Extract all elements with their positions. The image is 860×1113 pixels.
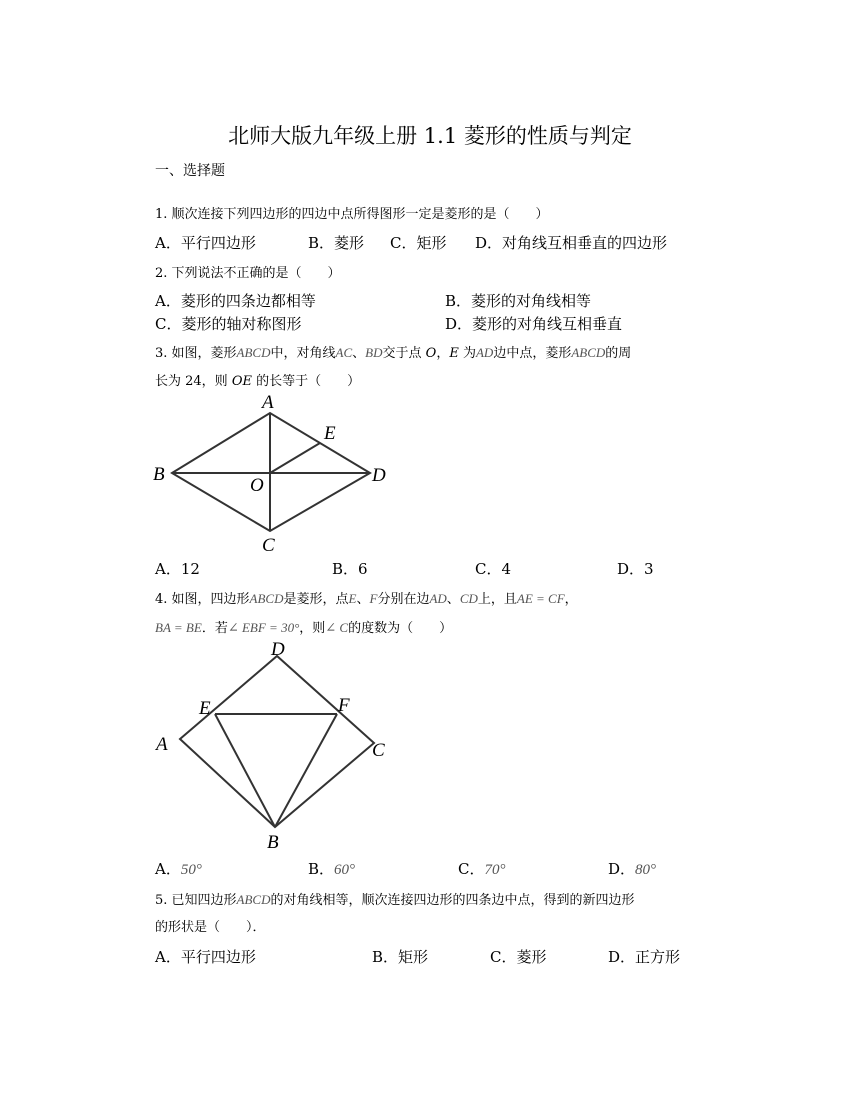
q4-segment-eb — [215, 714, 275, 827]
q4-option-value: 60° — [334, 862, 356, 878]
q1-option-c[interactable]: C．矩形 — [390, 234, 447, 252]
q5-option-b[interactable]: B．矩形 — [372, 948, 429, 966]
q2-option-a[interactable]: A．菱形的四条边都相等 — [155, 292, 316, 310]
q4-rhombus-figure — [152, 636, 397, 854]
q4-segment-fb — [275, 714, 337, 827]
q4-math-angle-ebf: ∠ EBF = 30° — [227, 620, 300, 635]
q4-option-letter: B． — [308, 860, 335, 878]
q4-option-value: 50° — [180, 862, 202, 878]
q4-stem-line1 — [155, 589, 578, 610]
q3-text: 边中点，菱形 — [493, 346, 572, 361]
q4-math-cd: CD — [459, 591, 478, 606]
q4-option-letter: C． — [458, 860, 485, 878]
q3-math-abcd: ABCD — [236, 345, 271, 360]
q4-math-e: E — [348, 591, 357, 606]
q5-stem-line2: 的形状是（ ）． — [155, 920, 266, 935]
q2-stem: 2. 下列说法不正确的是（ ） — [155, 266, 341, 281]
q4-text: 、 — [356, 592, 370, 607]
q3-math-bd: BD — [365, 345, 383, 360]
q3-option-c[interactable]: C．4 — [475, 560, 512, 578]
q3-label-d: D — [372, 465, 386, 486]
q4-option-c[interactable] — [458, 858, 505, 879]
q3-text: 中，对角线 — [270, 346, 336, 361]
q3-rhombus-figure — [150, 388, 395, 556]
q4-option-letter: A． — [155, 860, 181, 878]
q4-label-f: F — [338, 695, 350, 716]
q3-text: 3. 如图，菱形 — [155, 346, 237, 361]
q4-text: ， — [564, 592, 578, 607]
q3-text: 的周 — [605, 346, 632, 361]
q5-option-a[interactable]: A．平行四边形 — [155, 948, 256, 966]
q4-text: 分别在边 — [377, 592, 430, 607]
q4-math-f: F — [369, 591, 378, 606]
q3-text: 、 — [352, 346, 366, 361]
q3-math-ac: AC — [335, 345, 353, 360]
q2-option-b[interactable]: B．菱形的对角线相等 — [445, 292, 592, 310]
q4-option-value: 80° — [635, 862, 657, 878]
q3-math-oe: OE — [231, 374, 252, 389]
q3-math-o: O — [425, 346, 437, 361]
q3-stem-line1 — [155, 343, 631, 364]
q3-label-o: O — [250, 475, 264, 496]
q3-option-b[interactable]: B．6 — [332, 560, 368, 578]
q3-label-b: B — [153, 464, 165, 485]
q3-math-ad: AD — [475, 345, 494, 360]
q4-label-c: C — [372, 740, 385, 761]
q3-label-e: E — [324, 423, 336, 444]
q3-figure-lines — [172, 413, 370, 531]
q3-option-a[interactable]: A．12 — [155, 560, 200, 578]
q3-text: 为 — [458, 346, 476, 361]
q4-label-d: D — [271, 639, 285, 660]
q4-label-e: E — [199, 698, 211, 719]
q3-text: 交于点 — [382, 346, 426, 361]
q4-label-b: B — [267, 832, 279, 853]
q4-math-ba-eq-be: BA = BE — [155, 620, 202, 635]
q3-math-abcd: ABCD — [571, 345, 606, 360]
q2-option-c[interactable]: C．菱形的轴对称图形 — [155, 315, 302, 333]
q1-stem: 1. 顺次连接下列四边形的四边中点所得图形一定是菱形的是（ ） — [155, 207, 549, 222]
q3-text: ， — [436, 346, 450, 361]
q3-label-c: C — [262, 535, 275, 556]
q4-rhombus-outline — [180, 656, 374, 827]
q1-option-d[interactable]: D．对角线互相垂直的四边形 — [475, 234, 668, 252]
q3-text: 长为 24，则 — [155, 374, 232, 389]
q5-text: 5. 已知四边形 — [155, 893, 237, 908]
q4-text: 是菱形，点 — [283, 592, 349, 607]
q2-option-d[interactable]: D．菱形的对角线互相垂直 — [445, 315, 623, 333]
q3-text: 的长等于（ ） — [251, 374, 361, 389]
q4-text: 上，且 — [477, 592, 517, 607]
q4-text: 4. 如图，四边形 — [155, 592, 250, 607]
q4-math-angle-c: ∠ C — [325, 620, 349, 635]
q5-math-abcd: ABCD — [236, 892, 271, 907]
q4-text: 的度数为（ ） — [348, 621, 453, 636]
q4-math-ae-eq-cf: AE = CF — [516, 591, 565, 606]
q4-math-abcd: ABCD — [249, 591, 284, 606]
q5-text: 的对角线相等，顺次连接四边形的四条边中点，得到的新四边形 — [270, 893, 635, 908]
q5-option-c[interactable]: C．菱形 — [490, 948, 547, 966]
q4-option-value: 70° — [484, 862, 506, 878]
q1-option-b[interactable]: B．菱形 — [308, 234, 365, 252]
q4-option-b[interactable] — [308, 858, 355, 879]
q4-figure-lines — [180, 656, 374, 827]
q3-option-d[interactable]: D．3 — [617, 560, 654, 578]
q3-label-a: A — [262, 392, 274, 413]
q4-text: ．若 — [201, 621, 228, 636]
q3-math-e: E — [449, 346, 459, 361]
q5-option-d[interactable]: D．正方形 — [608, 948, 681, 966]
q4-math-ad: AD — [429, 591, 447, 606]
q4-option-d[interactable] — [608, 858, 656, 879]
q5-stem-line1 — [155, 890, 635, 911]
q1-option-a[interactable]: A．平行四边形 — [155, 234, 256, 252]
q4-label-a: A — [156, 734, 168, 755]
q4-option-a[interactable] — [155, 858, 202, 879]
page-title: 北师大版九年级上册 1.1 菱形的性质与判定 — [228, 124, 632, 148]
q4-option-letter: D． — [608, 860, 636, 878]
q4-text: 、 — [446, 592, 460, 607]
section-heading: 一、选择题 — [155, 163, 225, 179]
q3-segment-oe — [270, 443, 320, 473]
q4-text: ，则 — [299, 621, 326, 636]
